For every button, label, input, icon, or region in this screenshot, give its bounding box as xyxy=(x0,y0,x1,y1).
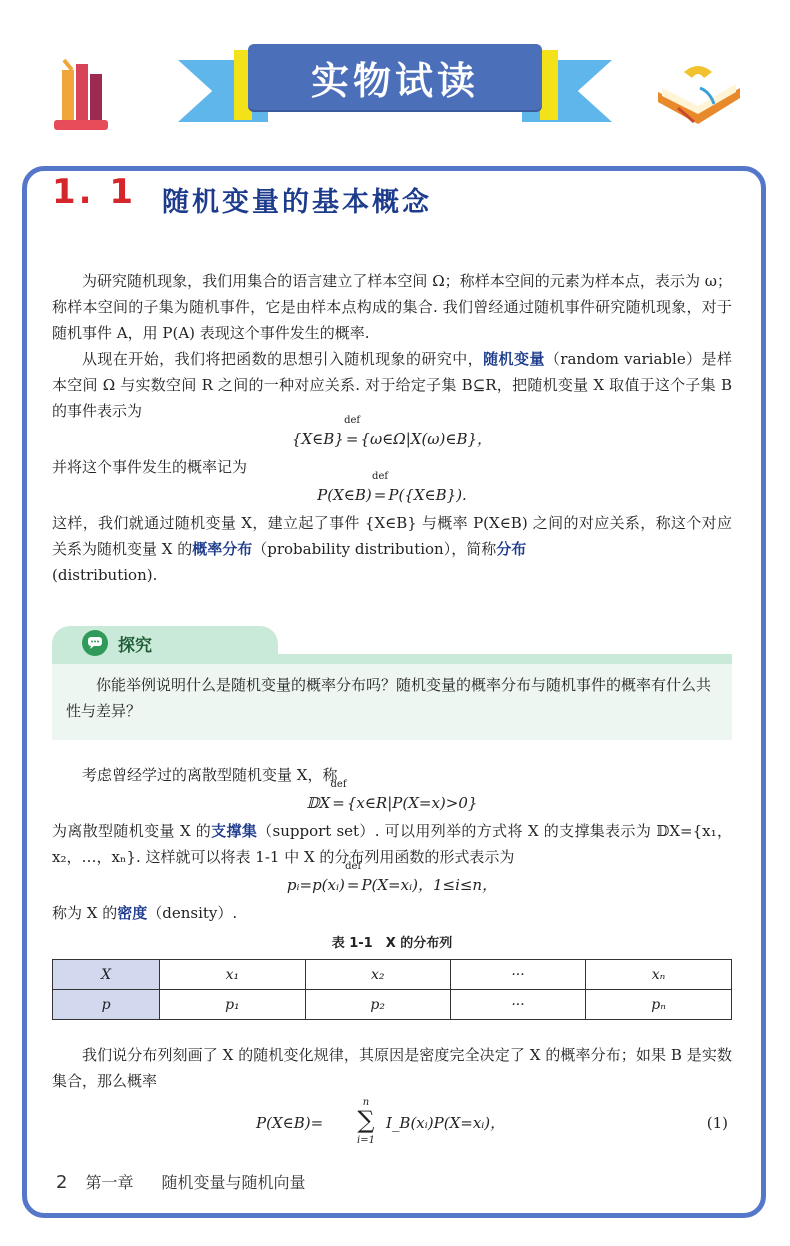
formula-right: P({X∈B}). xyxy=(388,486,467,504)
table-cell: x₁ xyxy=(160,960,305,990)
table-cell: xₙ xyxy=(586,960,732,990)
def-equals: def = xyxy=(372,482,389,508)
distribution-table xyxy=(52,959,732,1020)
banner-title: 实物试读 xyxy=(248,44,542,110)
table-caption: 表 1-1 X 的分布列 xyxy=(331,936,453,951)
intro-paragraph-3: 并将这个事件发生的概率记为 xyxy=(52,458,248,476)
term-random-variable: 随机变量 xyxy=(483,350,545,368)
chapter-label: 第一章 xyxy=(85,1173,134,1192)
formula-right: {ω∈Ω|X(ω)∈B}， xyxy=(360,430,493,448)
page-number: 2 xyxy=(56,1172,68,1193)
formula-probability xyxy=(52,482,732,508)
books-icon xyxy=(52,56,110,132)
term-support-set: 支撑集 xyxy=(211,822,258,840)
text-segment: (distribution). xyxy=(52,566,158,584)
table-cell: ··· xyxy=(450,990,585,1020)
text-segment: 这样，我们就通过随机变量 X，建立起了事件 {X∈B} 与概率 P(X∈B) 之间的对应关系，称这个对应关系为随机变量 X 的 xyxy=(52,514,732,558)
table-cell: X xyxy=(53,960,160,990)
discrete-paragraph-1: 考虑曾经学过的离散型随机变量 X，称 xyxy=(82,766,338,784)
table-row xyxy=(53,990,732,1020)
formula-density xyxy=(52,872,732,898)
page-footer xyxy=(56,1170,305,1193)
text-segment: 称为 X 的 xyxy=(52,904,118,922)
text-segment: （random variable）是样本空间 Ω 与实数空间 R 之间的一种对应关系. 对于给定子集 B⊆R，把随机变量 X 取值于这个子集 B 的事件表示为 xyxy=(52,350,732,420)
table-cell: p₂ xyxy=(305,990,450,1020)
def-equals: def = xyxy=(330,790,347,816)
term-distribution: 分布 xyxy=(496,540,527,558)
intro-paragraph-1: 为研究随机现象，我们用集合的语言建立了样本空间 Ω；称样本空间的元素为样本点，表示为 ω；称样本空间的子集为随机事件，它是由样本点构成的集合. 我们曾经通过随机事件研究随机现象，对于随机事件 A，用 P(A) 表现这个事件发生的概率. xyxy=(52,272,732,342)
formula-right: {x∈R|P(X=x)>0} xyxy=(346,794,478,812)
discrete-content xyxy=(52,762,732,926)
formula-left: P(X∈B)= xyxy=(256,1114,324,1132)
formula-left: 𝔻X xyxy=(306,794,331,812)
open-book-icon xyxy=(654,58,744,128)
explore-body xyxy=(52,664,732,740)
intro-paragraph-2 xyxy=(52,346,732,424)
table-row xyxy=(53,960,732,990)
chat-bubble-icon xyxy=(82,630,108,656)
table-cell: pₙ xyxy=(586,990,732,1020)
formula-event xyxy=(52,426,732,452)
explore-text: 你能举例说明什么是随机变量的概率分布吗？随机变量的概率分布与随机事件的概率有什么共性与差异？ xyxy=(66,676,712,720)
table-cell: ··· xyxy=(450,960,585,990)
intro-paragraph-4 xyxy=(52,510,732,588)
ribbon-accent-right xyxy=(540,50,558,120)
formula-right: I_B(xᵢ)P(X=xᵢ)， xyxy=(386,1114,506,1132)
text-segment: 为离散型随机变量 X 的 xyxy=(52,822,212,840)
formula-support-set xyxy=(52,790,732,816)
closing-content xyxy=(52,1042,732,1150)
formula-left: pᵢ=p(xᵢ) xyxy=(286,876,345,894)
explore-label: 探究 xyxy=(118,636,152,656)
formula-left: P(X∈B) xyxy=(317,486,372,504)
def-equals: def = xyxy=(345,872,362,898)
text-segment: （probability distribution），简称 xyxy=(252,540,497,558)
sum-sign: ∑ xyxy=(357,1106,375,1134)
discrete-paragraph-3 xyxy=(52,900,732,926)
sum-lower-limit: i=1 xyxy=(357,1135,375,1146)
text-segment: 从现在开始，我们将把函数的思想引入随机现象的研究中， xyxy=(82,350,484,368)
def-equals: def = xyxy=(344,426,361,452)
table-cell: p xyxy=(53,990,160,1020)
intro-content xyxy=(52,268,732,588)
header-banner xyxy=(0,0,790,160)
discrete-paragraph-2 xyxy=(52,818,732,870)
equation-number: (1) xyxy=(706,1114,728,1132)
text-segment: （density）. xyxy=(147,904,238,922)
section-number: 1. 1 xyxy=(52,172,137,212)
table-cell: p₁ xyxy=(160,990,305,1020)
term-density: 密度 xyxy=(117,904,148,922)
sum-upper-limit: n xyxy=(362,1097,370,1108)
section-title: 随机变量的基本概念 xyxy=(162,187,432,218)
term-probability-distribution: 概率分布 xyxy=(192,540,253,558)
formula-sum xyxy=(52,1098,732,1150)
formula-left: {X∈B} xyxy=(291,430,344,448)
explore-box xyxy=(52,626,732,740)
table-cell: x₂ xyxy=(305,960,450,990)
formula-right: P(X=xᵢ)，1≤i≤n， xyxy=(361,876,498,894)
chapter-title: 随机变量与随机向量 xyxy=(161,1173,306,1192)
text-segment: （support set）. 可以用列举的方式将 X 的支撑集表示为 𝔻X={x₁，x₂，…，xₙ}. 这样就可以将表 1-1 中 X 的分布列用函数的形式表示为 xyxy=(52,822,732,866)
explore-band xyxy=(52,654,732,664)
closing-paragraph-1: 我们说分布列刻画了 X 的随机变化规律，其原因是密度完全决定了 X 的概率分布；如果 B 是实数集合，那么概率 xyxy=(52,1046,732,1090)
